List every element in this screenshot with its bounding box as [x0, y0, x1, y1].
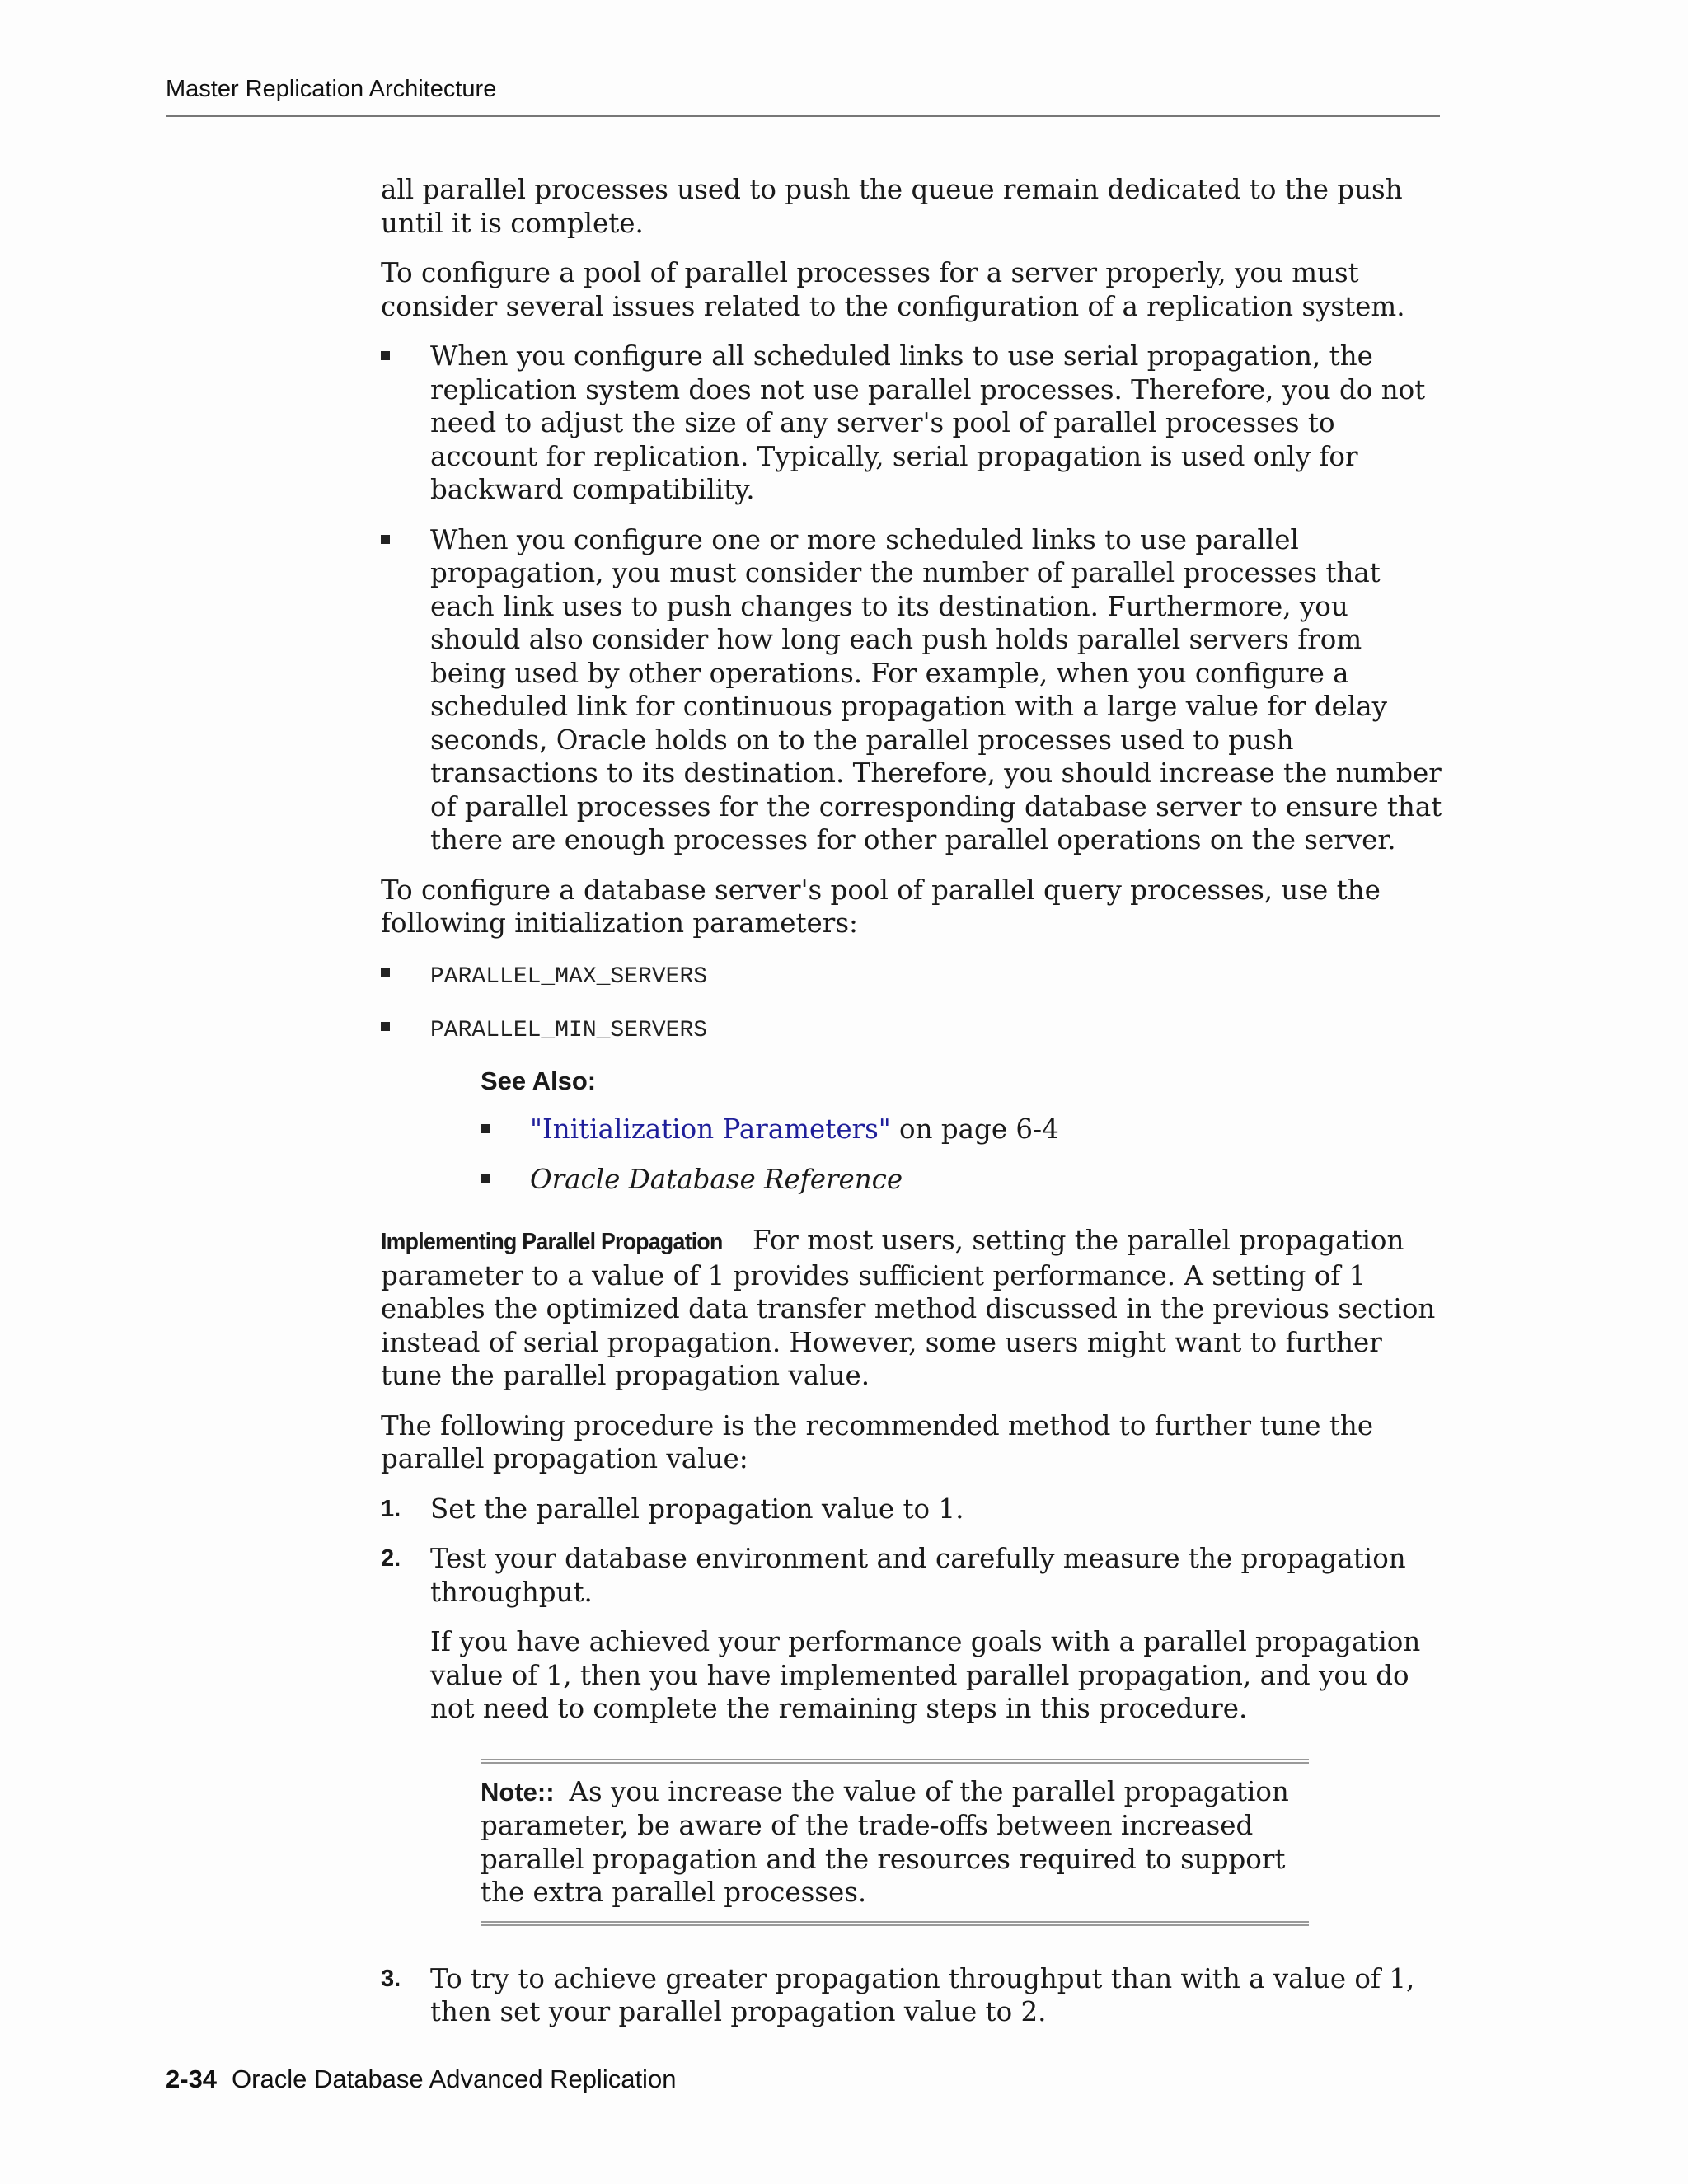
procedure-steps [381, 1493, 1444, 1726]
page-footer [166, 2064, 676, 2094]
step-text: Test your database environment and carefully measure the propagation throughput. [430, 1543, 1406, 1608]
parameter-name: PARALLEL_MIN_SERVERS [430, 1018, 708, 1043]
header-rule [166, 115, 1440, 117]
implementing-paragraph [381, 1224, 1444, 1393]
paragraph-2: To configure a pool of parallel processes for a server properly, you must consider several issues related to the configuration of a replication system. [381, 257, 1405, 322]
step-number: 3. [381, 1965, 401, 1992]
see-also-list [481, 1113, 1444, 1196]
book-reference: Oracle Database Reference [530, 1163, 903, 1195]
step-number: 2. [381, 1545, 401, 1572]
parameter-name: PARALLEL_MAX_SERVERS [430, 963, 708, 990]
step-item [381, 1542, 1444, 1726]
see-also-item [481, 1113, 1444, 1146]
page-number: 2-34 [166, 2064, 218, 2093]
see-also-item [481, 1163, 1444, 1197]
note-label: Note:: [481, 1777, 555, 1807]
initialization-parameters-link[interactable]: "Initialization Parameters" [530, 1113, 891, 1145]
note-box [481, 1759, 1309, 1926]
step-text: To try to achieve greater propagation throughput than with a value of 1, then set your parallel propagation value to 2. [430, 1962, 1415, 2027]
procedure-steps-cont [381, 1962, 1444, 2029]
book-title: Oracle Database Advanced Replication [232, 2064, 677, 2093]
page-body [381, 173, 1444, 2046]
step-subparagraph: If you have achieved your performance goals with a parallel propagation value of 1, then you have implemented parallel propagation, and you do not need to complete the remaining steps in this procedure. [430, 1626, 1421, 1724]
paragraph-1: all parallel processes used to push the queue remain dedicated to the push until it is complete. [381, 174, 1403, 239]
step-item [381, 1493, 1444, 1526]
see-also-box [481, 1065, 1444, 1197]
consideration-list [381, 340, 1444, 857]
paragraph-3: To configure a database server's pool of parallel query processes, use the following initialization parameters: [381, 874, 1381, 939]
running-head-title: Master Replication Architecture [166, 76, 497, 102]
list-item: When you configure one or more scheduled links to use parallel propagation, you must consider the number of parallel processes that each link uses to push changes to its destination. Furthermore, you should also consider how long each push holds parallel servers from being used by other operations. For example, when you configure a scheduled link for continuous propagation with a large value for delay seconds, Oracle holds on to the parallel processes used to push transactions to its destination. Therefore, you should increase the number of parallel processes for the corresponding database server to ensure that there are enough processes for other parallel operations on the server. [381, 523, 1444, 857]
parameter-item [381, 957, 1444, 995]
paragraph-4: The following procedure is the recommended method to further tune the parallel propagation value: [381, 1409, 1374, 1474]
see-also-title: See Also: [481, 1066, 597, 1095]
note-text: As you increase the value of the parallel propagation parameter, be aware of the trade-offs between increased parallel propagation and the resources required to support the extra parallel processes. [481, 1775, 1289, 1908]
step-text: Set the parallel propagation value to 1. [430, 1493, 964, 1525]
parameter-list [381, 957, 1444, 1048]
link-page-ref: on page 6-4 [890, 1113, 1059, 1145]
runin-heading: Implementing Parallel Propagation [381, 1229, 723, 1255]
parameter-item [381, 1010, 1444, 1048]
implementing-text: For most users, setting the parallel propagation parameter to a value of 1 provides sufficient performance. A setting of 1 enables the optimized data transfer method discussed in the previous section instead of serial propagation. However, some users might want to further tune the parallel propagation value. [381, 1225, 1436, 1391]
step-number: 1. [381, 1495, 401, 1522]
list-item: When you configure all scheduled links to use serial propagation, the replication system does not use parallel processes. Therefore, you do not need to adjust the size of any server's pool of parallel processes to account for replication. Typically, serial propagation is used only for backward compatibility. [381, 340, 1444, 507]
step-item [381, 1962, 1444, 2029]
